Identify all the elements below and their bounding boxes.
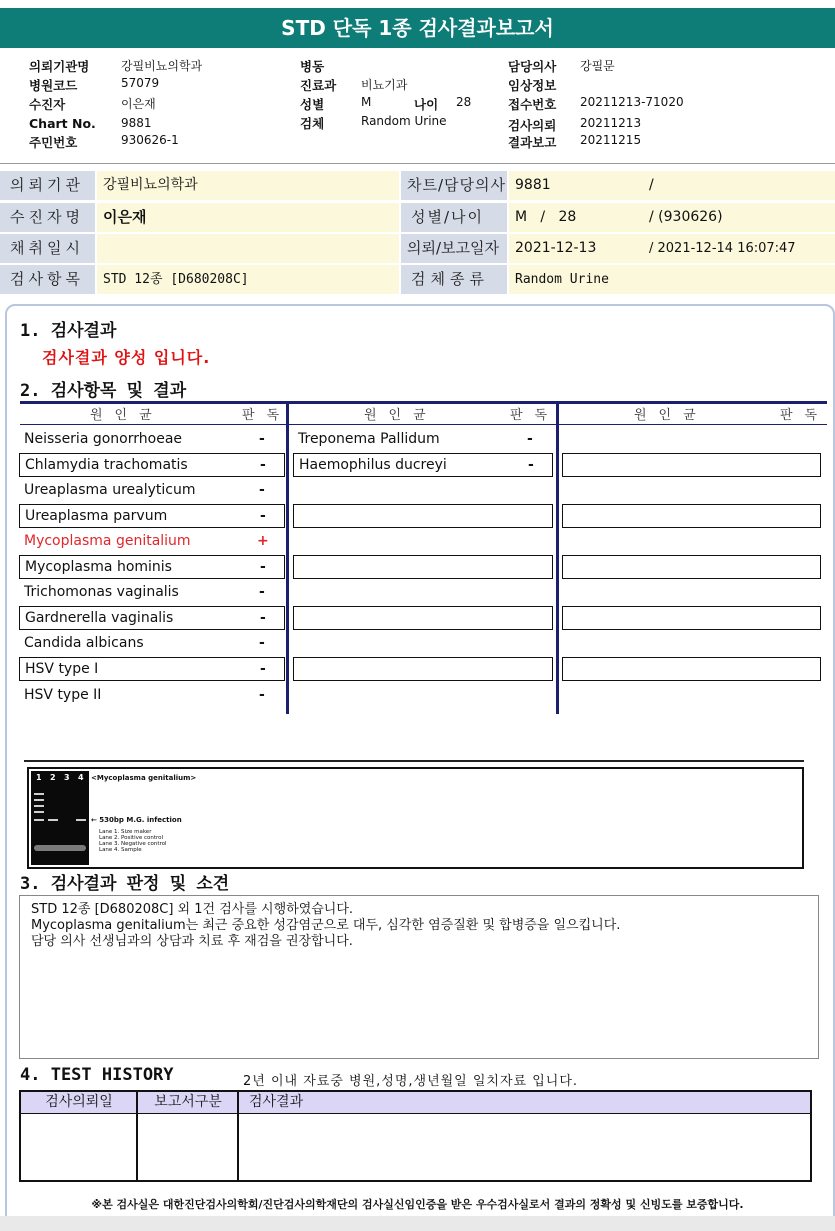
result-row: [19, 479, 285, 503]
info-label: 의뢰/보고일자: [401, 234, 507, 263]
report-date-label: 결과보고: [508, 135, 557, 150]
lane-number: 2: [50, 773, 56, 782]
ward-label: 병동: [300, 59, 325, 74]
section-divider: [24, 760, 804, 762]
info-row: [0, 233, 835, 264]
pathogen-name: Mycoplasma genitalium: [24, 533, 191, 549]
col-header-result: 판독: [510, 408, 560, 423]
doctor-label: 담당의사: [508, 59, 557, 74]
opinion-line: Mycoplasma genitalium는 최근 중요한 성감염군으로 대두, 심각한 염증질환 및 합병증을 일으킵니다.: [31, 918, 621, 933]
report-header: [0, 55, 835, 165]
lane-number: 3: [64, 773, 70, 782]
info-value: Random Urine: [509, 265, 835, 294]
info-label: 성별/나이: [401, 203, 507, 232]
report-title: STD 단독 1종 검사결과보고서: [0, 8, 835, 48]
info-value: [509, 171, 835, 200]
chart-number: 9881: [515, 177, 551, 193]
gel-title: <Mycoplasma genitalium>: [91, 774, 197, 782]
gel-primer-band: [34, 845, 86, 851]
info-row: [0, 202, 835, 233]
empty-row: [562, 606, 821, 630]
result-row: [19, 581, 285, 605]
patient-value: 이은재: [121, 97, 156, 111]
info-label: 수진자명: [0, 203, 95, 232]
legend-item: Lane 3. Negative control: [99, 841, 167, 847]
pathogen-name: HSV type I: [25, 661, 99, 677]
receipt-value: 20211213-71020: [580, 95, 684, 109]
gel-legend: [99, 829, 167, 853]
result-value: -: [259, 431, 265, 447]
dept-label: 진료과: [300, 78, 337, 93]
info-row: [0, 170, 835, 201]
gel-electrophoresis-image: [31, 771, 89, 865]
gel-band: [34, 811, 44, 813]
gel-band-label: ← 530bp M.G. infection: [91, 816, 182, 824]
result-row: [19, 657, 285, 681]
pathogen-name: Gardnerella vaginalis: [25, 610, 174, 626]
result-value: -: [260, 610, 266, 626]
info-value: STD 12종 [D680208C]: [97, 265, 399, 294]
hospital-code-value: 57079: [121, 76, 160, 90]
result-value: -: [260, 457, 266, 473]
info-value: 이은재: [97, 203, 399, 232]
rrn-value: 930626-1: [121, 133, 179, 147]
result-value: -: [527, 431, 533, 447]
result-row: [19, 428, 285, 452]
result-row: [19, 606, 285, 630]
result-value: -: [260, 559, 266, 575]
grid-divider: [286, 401, 289, 714]
history-table: [19, 1090, 812, 1182]
empty-row: [293, 555, 553, 579]
info-label: 의뢰기관: [0, 171, 95, 200]
result-value: -: [259, 687, 265, 703]
doctor-slash: /: [649, 177, 654, 193]
request-value: 20211213: [580, 116, 642, 130]
col-header-pathogen: 원인균: [90, 408, 164, 423]
pathogen-name: Ureaplasma parvum: [25, 508, 168, 524]
empty-row: [562, 504, 821, 528]
result-value: +: [257, 533, 269, 549]
grid-header-border: [20, 424, 827, 425]
gel-image-panel: [27, 767, 804, 869]
pathogen-name: Chlamydia trachomatis: [25, 457, 188, 473]
info-label: 검사항목: [0, 265, 95, 294]
col-header-pathogen: 원인균: [634, 408, 708, 423]
receipt-label: 접수번호: [508, 97, 557, 112]
history-col-header: 검사결과: [239, 1092, 810, 1114]
sex-label: 성별: [300, 97, 325, 112]
opinion-line: 담당 의사 선생님과의 상담과 치료 후 재검을 권장합니다.: [31, 934, 353, 949]
result-value: -: [259, 635, 265, 651]
specimen-label: 검체: [300, 116, 325, 131]
info-value: [97, 234, 399, 263]
gel-band: [34, 793, 44, 795]
result-value: -: [260, 508, 266, 524]
section1-title: 1. 검사결과: [20, 321, 117, 341]
chart-value: 9881: [121, 116, 152, 130]
report-date-value: 20211215: [580, 133, 642, 147]
gel-band: [34, 805, 44, 807]
sex-age: M / 28: [515, 209, 577, 225]
clinical-label: 임상정보: [508, 78, 557, 93]
result-row: [19, 453, 285, 477]
sex-value: M: [361, 95, 372, 109]
history-col-header: 보고서구분: [138, 1092, 238, 1114]
patient-label: 수진자: [29, 97, 66, 112]
pathogen-name: Treponema Pallidum: [298, 431, 440, 447]
empty-row: [562, 555, 821, 579]
positive-message: 검사결과 양성 입니다.: [42, 348, 211, 367]
history-col-divider: [136, 1092, 138, 1182]
result-row: [19, 684, 285, 708]
empty-row: [562, 657, 821, 681]
info-value: [509, 234, 835, 263]
info-label: 차트/담당의사: [401, 171, 507, 200]
grid-divider: [556, 401, 559, 714]
result-row: [19, 555, 285, 579]
result-value: -: [259, 482, 265, 498]
section3-title: 3. 검사결과 판정 및 소견: [20, 874, 230, 894]
institution-label: 의뢰기관명: [29, 59, 90, 74]
patient-info-table: [0, 170, 835, 296]
opinion-box: [19, 895, 819, 1059]
request-label: 검사의뢰: [508, 118, 557, 133]
info-row: [0, 264, 835, 295]
legend-item: Lane 1. Size maker: [99, 829, 152, 835]
request-date: 2021-12-13: [515, 240, 597, 256]
gel-band: [34, 799, 44, 801]
result-row: [19, 504, 285, 528]
result-value: -: [260, 661, 266, 677]
age-label: 나이: [414, 97, 439, 112]
pathogen-name: Ureaplasma urealyticum: [24, 482, 196, 498]
pathogen-name: Mycoplasma hominis: [25, 559, 172, 575]
certification-footer: ※본 검사실은 대한진단검사의학회/진단검사의학재단의 검사실신임인증을 받은 우수검사실로서 결과의 정확성 및 신빙도를 보증합니다.: [91, 1198, 744, 1211]
pathogen-name: Trichomonas vaginalis: [24, 584, 179, 600]
result-row: [19, 632, 285, 656]
age-value: 28: [456, 95, 472, 109]
result-row: [293, 428, 553, 452]
info-label: 채취일시: [0, 234, 95, 263]
specimen-value: Random Urine: [361, 114, 447, 128]
legend-item: Lane 2. Positive control: [99, 835, 164, 841]
pathogen-name: Neisseria gonorrhoeae: [24, 431, 183, 447]
lane-number: 4: [78, 773, 84, 782]
empty-row: [562, 453, 821, 477]
empty-row: [293, 657, 553, 681]
result-row: [293, 453, 553, 477]
pathogen-name: Candida albicans: [24, 635, 144, 651]
legend-item: Lane 4. Sample: [99, 847, 142, 853]
lane-number: 1: [36, 773, 42, 782]
doctor-value: 강필문: [580, 59, 615, 73]
dept-value: 비뇨기과: [361, 78, 408, 92]
history-col-header: 검사의뢰일: [21, 1092, 137, 1114]
gel-band: [34, 819, 44, 821]
gel-band: [48, 819, 58, 821]
page-bottom-band: [0, 1216, 835, 1231]
gel-band: [76, 819, 86, 821]
result-row-positive: [19, 530, 285, 554]
col-header-result: 판독: [242, 408, 292, 423]
birth-date: / (930626): [649, 209, 723, 225]
chart-label: Chart No.: [29, 116, 96, 131]
info-value: 강필비뇨의학과: [97, 171, 399, 200]
header-divider: [0, 163, 835, 164]
empty-row: [293, 606, 553, 630]
report-datetime: / 2021-12-14 16:07:47: [649, 241, 796, 256]
pathogen-name: HSV type II: [24, 687, 102, 703]
history-col-divider: [237, 1092, 239, 1182]
result-value: -: [528, 457, 534, 473]
info-label: 검체종류: [401, 265, 507, 294]
section2-title: 2. 검사항목 및 결과: [20, 381, 187, 401]
result-value: -: [259, 584, 265, 600]
rrn-label: 주민번호: [29, 135, 78, 150]
section4-title: 4. TEST HISTORY: [20, 1065, 174, 1085]
institution-value: 강필비뇨의학과: [121, 59, 203, 73]
history-note: 2년 이내 자료중 병원,성명,생년월일 일치자료 입니다.: [243, 1074, 579, 1089]
opinion-line: STD 12종 [D680208C] 외 1건 검사를 시행하였습니다.: [31, 902, 354, 917]
empty-row: [293, 504, 553, 528]
info-value: [509, 203, 835, 232]
pathogen-name: Haemophilus ducreyi: [299, 457, 447, 473]
hospital-code-label: 병원코드: [29, 78, 78, 93]
col-header-pathogen: 원인균: [364, 408, 438, 423]
col-header-result: 판독: [780, 408, 830, 423]
